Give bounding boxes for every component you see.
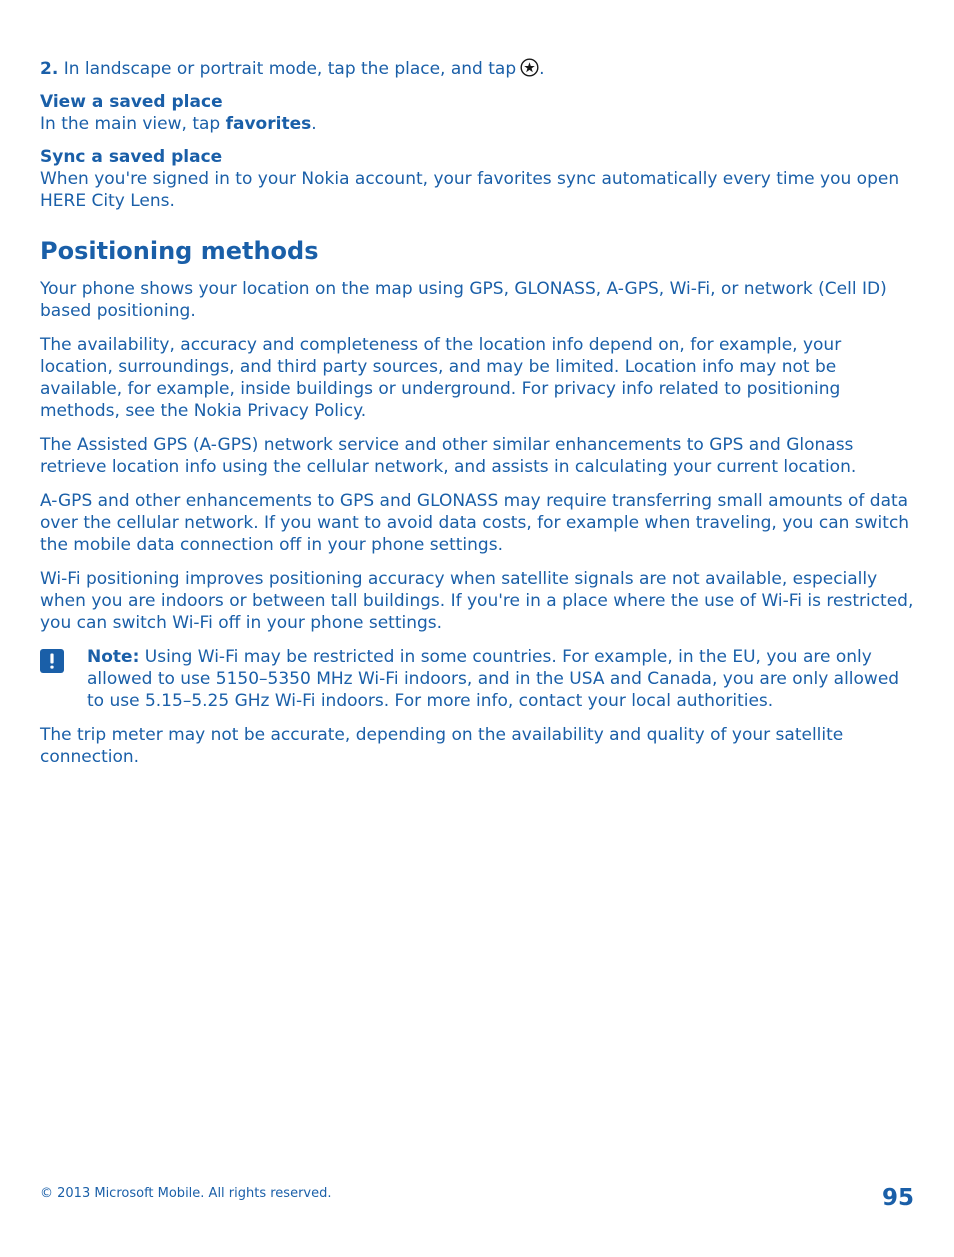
page-number: 95: [881, 1185, 914, 1211]
paragraph-1: Your phone shows your location on the map using GPS, GLONASS, A-GPS, Wi-Fi, or network (Cell ID) based positioning.: [40, 279, 887, 321]
favorite-star-icon: [520, 58, 539, 77]
step-end: .: [539, 59, 545, 79]
sync-saved-text: When you're signed in to your Nokia account, your favorites sync automatically every time you open HERE City Lens.: [40, 169, 900, 211]
note-text: [87, 646, 916, 712]
section-title: Positioning methods: [40, 237, 319, 265]
view-saved-text-after: .: [311, 114, 317, 134]
view-saved-text-before: In the main view, tap: [40, 114, 226, 134]
page-content: [40, 58, 916, 780]
paragraph-2: The availability, accuracy and completeness of the location info depend on, for example, your location, surroundings, and third party sources, and may be limited. Location info may not be available, for example, inside buildings or underground. For privacy info related to positioning methods, see the Nokia Privacy Policy.: [40, 335, 842, 421]
note-label: Note:: [87, 647, 140, 667]
step-2: [40, 58, 916, 80]
view-saved-heading: View a saved place: [40, 92, 223, 112]
note-block: [40, 646, 916, 712]
step-text: In landscape or portrait mode, tap the place, and tap: [63, 59, 517, 79]
step-number: 2.: [40, 59, 59, 79]
paragraph-final: The trip meter may not be accurate, depending on the availability and quality of your satellite connection.: [40, 725, 844, 767]
paragraph-4: A-GPS and other enhancements to GPS and GLONASS may require transferring small amounts of data over the cellular network. If you want to avoid data costs, for example when traveling, you can switch the mobile data connection off in your phone settings.: [40, 491, 910, 555]
sync-saved-place: [40, 146, 916, 212]
favorites-label: favorites: [225, 114, 312, 134]
sync-saved-heading: Sync a saved place: [40, 147, 223, 167]
exclamation-note-icon: [40, 649, 64, 673]
note-body: Using Wi-Fi may be restricted in some countries. For example, in the EU, you are only allowed to use 5150–5350 MHz Wi-Fi indoors, and in the USA and Canada, you are only allowed to use 5.15–5.25 GHz Wi-Fi indoors. For more info, contact your local authorities.: [87, 647, 900, 711]
paragraph-3: The Assisted GPS (A-GPS) network service and other similar enhancements to GPS and Glonass retrieve location info using the cellular network, and assists in calculating your current location.: [40, 435, 857, 477]
copyright: © 2013 Microsoft Mobile. All rights reserved.: [40, 1186, 332, 1201]
paragraph-5: Wi-Fi positioning improves positioning accuracy when satellite signals are not available, especially when you are indoors or between tall buildings. If you're in a place where the use of Wi-Fi is restricted, you can switch Wi-Fi off in your phone settings.: [40, 569, 914, 633]
view-saved-text: [40, 113, 916, 135]
view-saved-place: [40, 91, 916, 135]
